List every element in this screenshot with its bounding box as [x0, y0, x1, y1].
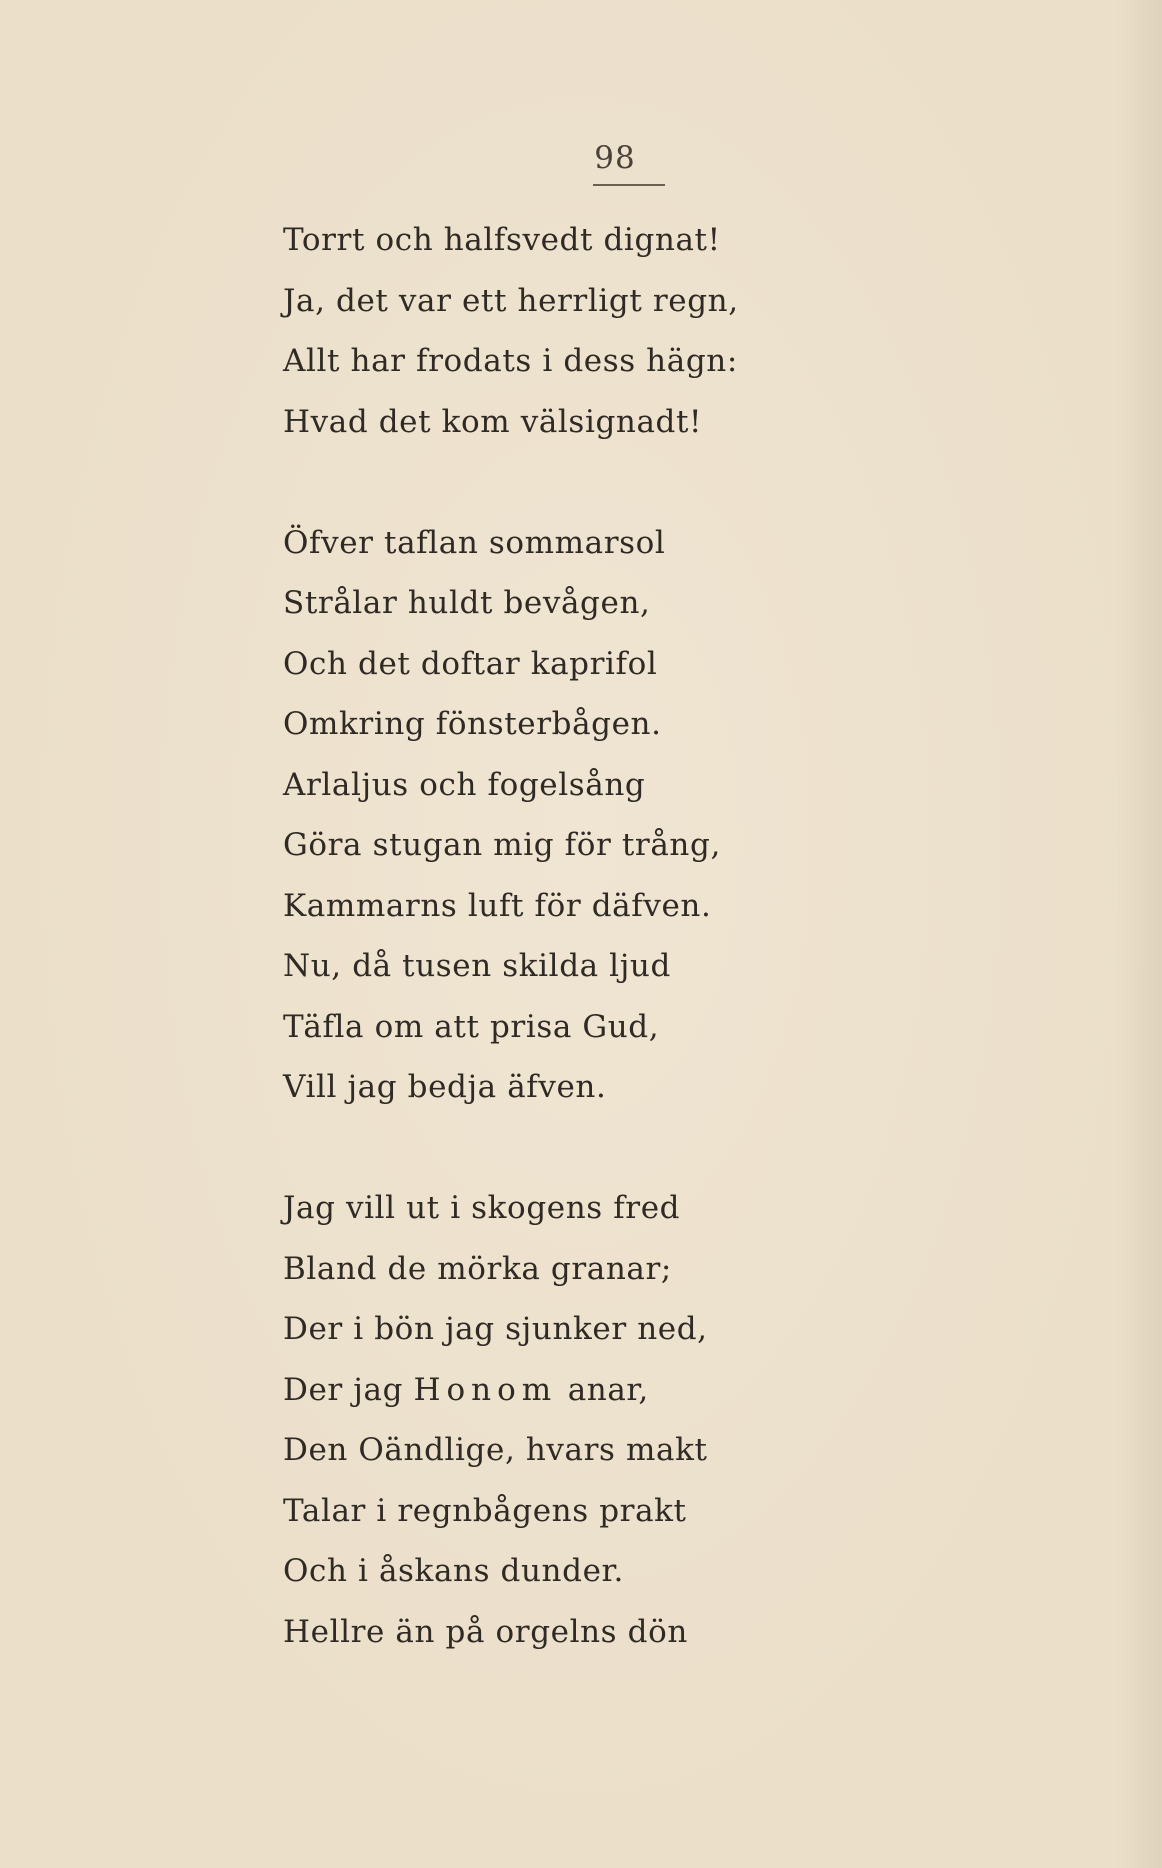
- poem-line-with-spaced-word: [283, 1360, 1103, 1421]
- poem-line: Göra stugan mig för trång,: [283, 827, 721, 863]
- stanza-1: [283, 210, 1103, 452]
- poem-line: Torrt och halfsvedt dignat!: [283, 222, 721, 258]
- poem-line: Hvad det kom välsignadt!: [283, 403, 703, 440]
- spaced-word: Honom: [413, 1371, 558, 1408]
- line-head: Der jag: [283, 1371, 404, 1408]
- poem-line: Ja, det var ett herrligt regn,: [283, 282, 739, 319]
- poem-line: Talar i regnbågens prakt: [283, 1492, 687, 1529]
- poem-line: Jag vill ut i skogens fred: [283, 1190, 681, 1226]
- poem-line: Strålar huldt bevågen,: [283, 585, 651, 621]
- poem-line: Hellre än på orgelns dön: [283, 1613, 688, 1650]
- poem-line: Kammarns luft för däfven.: [283, 887, 712, 924]
- poem-text: [283, 210, 1103, 1662]
- poem-line: Och i åskans dunder.: [283, 1553, 624, 1589]
- header-rule: [593, 184, 665, 186]
- stanza-2: [283, 513, 1103, 1118]
- page-number: 98: [594, 140, 636, 176]
- poem-line: Den Oändlige, hvars makt: [283, 1432, 708, 1468]
- poem-line: Nu, då tusen skilda ljud: [283, 948, 671, 984]
- poem-line: Omkring fönsterbågen.: [283, 706, 662, 742]
- poem-line: Och det doftar kaprifol: [283, 645, 658, 682]
- line-tail: anar,: [567, 1371, 649, 1408]
- poem-line: Täfla om att prisa Gud,: [283, 1008, 660, 1045]
- poem-line: Der i bön jag sjunker ned,: [283, 1311, 708, 1347]
- poem-line: Arlaljus och fogelsång: [283, 766, 646, 803]
- poem-line: Öfver taflan sommarsol: [283, 524, 666, 561]
- stanza-3: [283, 1178, 1103, 1662]
- stanza-break: [283, 452, 1103, 513]
- poem-line: Allt har frodats i dess hägn:: [283, 343, 738, 379]
- poem-line: Bland de mörka granar;: [283, 1250, 672, 1287]
- stanza-break: [283, 1118, 1103, 1179]
- poem-line: Vill jag bedja äfven.: [283, 1069, 607, 1105]
